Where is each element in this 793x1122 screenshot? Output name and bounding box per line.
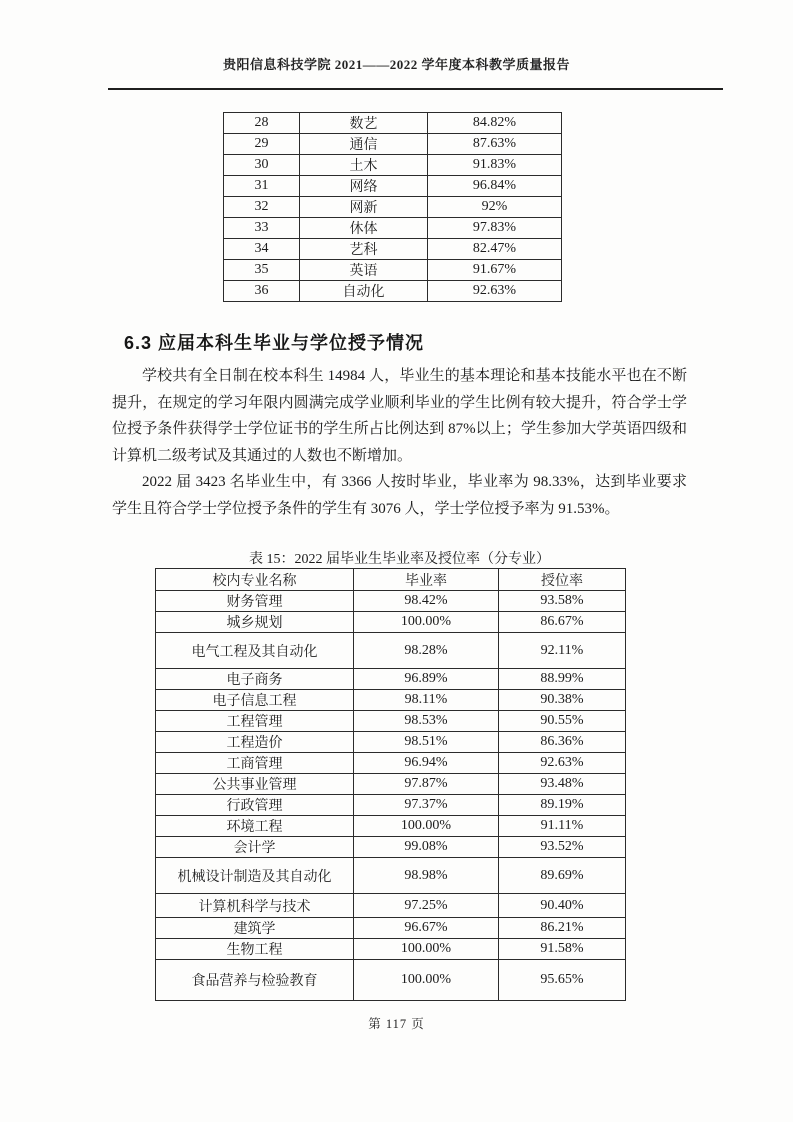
table-cell: 土木 (300, 155, 428, 176)
header-rule (108, 88, 723, 90)
table-cell: 97.37% (354, 795, 499, 816)
table-row (224, 281, 562, 302)
section-body (112, 363, 687, 522)
table-cell: 环境工程 (156, 816, 354, 837)
footer-prefix: 第 (368, 1017, 382, 1031)
table-row (224, 134, 562, 155)
table-cell: 86.36% (499, 732, 626, 753)
table-row (156, 690, 626, 711)
table-cell: 98.11% (354, 690, 499, 711)
table-cell: 90.55% (499, 711, 626, 732)
table-cell: 92.63% (499, 753, 626, 774)
table-cell: 90.40% (499, 894, 626, 918)
table-cell: 29 (224, 134, 300, 155)
table-cell: 通信 (300, 134, 428, 155)
table-cell: 34 (224, 239, 300, 260)
table-cell: 生物工程 (156, 939, 354, 960)
table-cell: 电子商务 (156, 669, 354, 690)
table-cell: 99.08% (354, 837, 499, 858)
table-cell: 32 (224, 197, 300, 218)
table-cell: 电子信息工程 (156, 690, 354, 711)
table-cell: 88.99% (499, 669, 626, 690)
table-cell: 公共事业管理 (156, 774, 354, 795)
table-cell: 92.11% (499, 633, 626, 669)
table-cell: 33 (224, 218, 300, 239)
page-footer (0, 1014, 793, 1032)
table-row (156, 633, 626, 669)
section-heading: 6.3 应届本科生毕业与学位授予情况 (124, 333, 425, 353)
table-cell: 90.38% (499, 690, 626, 711)
table-cell: 96.89% (354, 669, 499, 690)
column-header-degree-rate: 授位率 (499, 569, 626, 591)
table-cell: 工商管理 (156, 753, 354, 774)
table-row (156, 774, 626, 795)
table-cell: 数艺 (300, 113, 428, 134)
table-cell: 网络 (300, 176, 428, 197)
table-cell: 93.48% (499, 774, 626, 795)
table-cell: 会计学 (156, 837, 354, 858)
table-cell: 建筑学 (156, 918, 354, 939)
table-cell: 35 (224, 260, 300, 281)
table-cell: 89.69% (499, 858, 626, 894)
table-cell: 98.51% (354, 732, 499, 753)
table15-caption: 表 15：2022 届毕业生毕业率及授位率（分专业） (249, 552, 550, 567)
major-pass-rate-table (223, 112, 562, 302)
table-cell: 98.42% (354, 591, 499, 612)
table-cell: 87.63% (428, 134, 562, 155)
table-cell: 91.67% (428, 260, 562, 281)
table-row (224, 218, 562, 239)
table-row (156, 711, 626, 732)
table-cell: 100.00% (354, 612, 499, 633)
table-cell: 86.67% (499, 612, 626, 633)
graduation-degree-rate-table (155, 568, 626, 1001)
table-row (156, 894, 626, 918)
table-cell: 98.28% (354, 633, 499, 669)
table-row (156, 837, 626, 858)
table-cell: 工程造价 (156, 732, 354, 753)
paragraph-enrollment: 学校共有全日制在校本科生 14984 人，毕业生的基本理论和基本技能水平也在不断提升，在规定的学习年限内圆满完成学业顺利毕业的学生比例有较大提升，符合学士学位授予条件获得学士学位证书的学生所占比例达到 87%以上；学生参加大学英语四级和计算机二级考试及其通过的人数也不断增加。 (112, 368, 687, 464)
table-cell: 91.58% (499, 939, 626, 960)
table-cell: 30 (224, 155, 300, 176)
table-row (156, 939, 626, 960)
table-cell: 财务管理 (156, 591, 354, 612)
table-cell: 91.83% (428, 155, 562, 176)
table-cell: 91.11% (499, 816, 626, 837)
table-row (156, 960, 626, 1001)
table-row (224, 113, 562, 134)
table-cell: 89.19% (499, 795, 626, 816)
table-cell: 86.21% (499, 918, 626, 939)
table-cell: 机械设计制造及其自动化 (156, 858, 354, 894)
table-cell: 98.53% (354, 711, 499, 732)
table-cell: 95.65% (499, 960, 626, 1001)
table-row (156, 732, 626, 753)
table-cell: 自动化 (300, 281, 428, 302)
table-row (156, 753, 626, 774)
table-cell: 36 (224, 281, 300, 302)
table-cell: 100.00% (354, 939, 499, 960)
column-header-graduation-rate: 毕业率 (354, 569, 499, 591)
table-cell: 31 (224, 176, 300, 197)
table-row (156, 591, 626, 612)
table-row (224, 155, 562, 176)
table-cell: 97.25% (354, 894, 499, 918)
table-cell: 96.84% (428, 176, 562, 197)
column-header-major: 校内专业名称 (156, 569, 354, 591)
table-cell: 100.00% (354, 816, 499, 837)
table-cell: 84.82% (428, 113, 562, 134)
table-cell: 艺科 (300, 239, 428, 260)
table-cell: 96.94% (354, 753, 499, 774)
table-cell: 计算机科学与技术 (156, 894, 354, 918)
table-cell: 97.83% (428, 218, 562, 239)
table-cell: 93.58% (499, 591, 626, 612)
table-cell: 城乡规划 (156, 612, 354, 633)
table-row (156, 612, 626, 633)
table-row (156, 816, 626, 837)
page-number: 117 (385, 1017, 408, 1031)
table-row (224, 197, 562, 218)
table-cell: 网新 (300, 197, 428, 218)
running-header-title: 贵阳信息科技学院 2021——2022 学年度本科教学质量报告 (222, 57, 570, 72)
table-row (156, 669, 626, 690)
table-cell: 行政管理 (156, 795, 354, 816)
table-cell: 93.52% (499, 837, 626, 858)
table-cell: 92% (428, 197, 562, 218)
table-row (224, 260, 562, 281)
table-row (224, 239, 562, 260)
table-cell: 休体 (300, 218, 428, 239)
table-row (156, 918, 626, 939)
footer-suffix: 页 (411, 1017, 425, 1031)
table-cell: 92.63% (428, 281, 562, 302)
table-cell: 97.87% (354, 774, 499, 795)
table-cell: 工程管理 (156, 711, 354, 732)
paragraph-graduation-stats: 2022 届 3423 名毕业生中，有 3366 人按时毕业，毕业率为 98.33%，达到毕业要求学生且符合学士学位授予条件的学生有 3076 人，学士学位授予率为 91.53%。 (112, 474, 687, 517)
table-row (156, 795, 626, 816)
table-cell: 电气工程及其自动化 (156, 633, 354, 669)
table-cell: 96.67% (354, 918, 499, 939)
table-cell: 98.98% (354, 858, 499, 894)
table-cell: 100.00% (354, 960, 499, 1001)
table-cell: 食品营养与检验教育 (156, 960, 354, 1001)
table15-header-row (156, 569, 626, 591)
table-cell: 82.47% (428, 239, 562, 260)
table-row (224, 176, 562, 197)
table-row (156, 858, 626, 894)
table-cell: 英语 (300, 260, 428, 281)
table-cell: 28 (224, 113, 300, 134)
